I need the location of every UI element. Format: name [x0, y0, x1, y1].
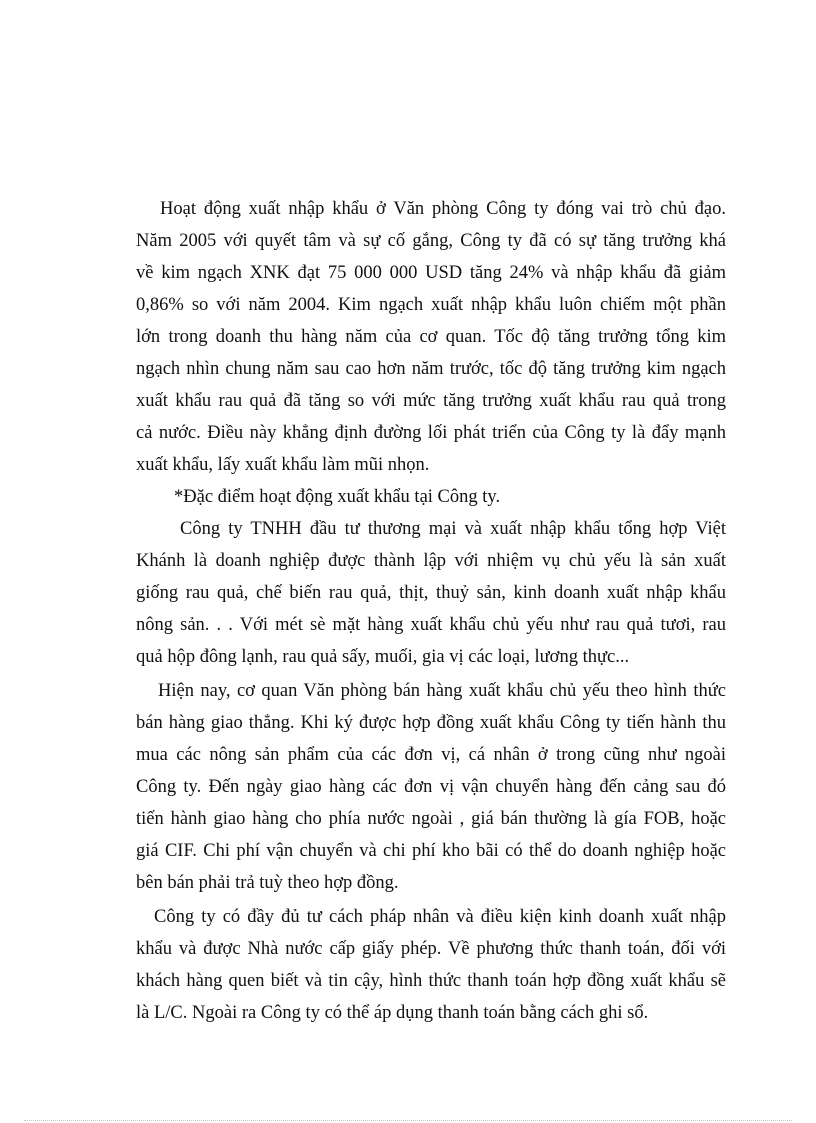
paragraph-3-line-3: mua các nông sản phẩm của các đơn vị, cá nhân ở trong cũng như ngoài [136, 745, 726, 765]
paragraph-3-line-1: Hiện nay, cơ quan Văn phòng bán hàng xuất khẩu chủ yếu theo hình thức [158, 681, 726, 701]
paragraph-2-line-3: giống rau quả, chế biến rau quả, thịt, thuỷ sản, kinh doanh xuất nhập khẩu [136, 583, 726, 603]
paragraph-2-line-1: Công ty TNHH đầu tư thương mại và xuất nhập khẩu tổng hợp Việt [180, 519, 726, 539]
page-bottom-dotted-rule [24, 1120, 792, 1121]
paragraph-4-line-2: khẩu và được Nhà nước cấp giấy phép. Về phương thức thanh toán, đối với [136, 939, 726, 959]
paragraph-3-line-2: bán hàng giao thẳng. Khi ký được hợp đồng xuất khẩu Công ty tiến hành thu [136, 713, 726, 733]
paragraph-3-line-5: tiến hành giao hàng cho phía nước ngoài , giá bán thường là gía FOB, hoặc [136, 809, 726, 829]
paragraph-3-line-6: giá CIF. Chi phí vận chuyển và chi phí kho bãi có thể do doanh nghiệp hoặc [136, 841, 726, 861]
paragraph-4-line-4: là L/C. Ngoài ra Công ty có thể áp dụng thanh toán bằng cách ghi sổ. [136, 1003, 649, 1023]
paragraph-1-line-1: Hoạt động xuất nhập khẩu ở Văn phòng Công ty đóng vai trò chủ đạo. [160, 199, 726, 219]
paragraph-4-line-1: Công ty có đầy đủ tư cách pháp nhân và điều kiện kinh doanh xuất nhập [154, 907, 726, 927]
paragraph-1-line-5: lớn trong doanh thu hàng năm của cơ quan. Tốc độ tăng trưởng tổng kim [136, 327, 726, 347]
paragraph-2-line-4: nông sản. . . Với mét sè mặt hàng xuất khẩu chủ yếu như rau quả tươi, rau [136, 615, 726, 635]
paragraph-4-line-3: khách hàng quen biết và tin cậy, hình thức thanh toán hợp đồng xuất khẩu sẽ [136, 971, 726, 991]
paragraph-1-line-8: cả nước. Điều này khẳng định đường lối phát triển của Công ty là đẩy mạnh [136, 423, 726, 443]
paragraph-1-line-7: xuất khẩu rau quả đã tăng so với mức tăng trưởng xuất khẩu rau quả trong [136, 391, 726, 411]
paragraph-3-line-4: Công ty. Đến ngày giao hàng các đơn vị vận chuyển hàng đến cảng sau đó [136, 777, 726, 797]
paragraph-2-line-2: Khánh là doanh nghiệp được thành lập với nhiệm vụ chủ yếu là sản xuất [136, 551, 726, 571]
paragraph-1-line-2: Năm 2005 với quyết tâm và sự cố gắng, Công ty đã có sự tăng trưởng khá [136, 231, 726, 251]
paragraph-1-line-6: ngạch nhìn chung năm sau cao hơn năm trước, tốc độ tăng trưởng kim ngạch [136, 359, 726, 379]
paragraph-1-line-3: về kim ngạch XNK đạt 75 000 000 USD tăng 24% và nhập khẩu đã giảm [136, 263, 726, 283]
paragraph-1-line-4: 0,86% so với năm 2004. Kim ngạch xuất nhập khẩu luôn chiếm một phần [136, 295, 726, 315]
paragraph-1-line-9: xuất khẩu, lấy xuất khẩu làm mũi nhọn. [136, 455, 430, 475]
section-heading: *Đặc điểm hoạt động xuất khẩu tại Công ty. [174, 487, 501, 507]
paragraph-2-line-5: quả hộp đông lạnh, rau quả sấy, muối, gia vị các loại, lương thực... [136, 647, 630, 667]
paragraph-3-line-7: bên bán phải trả tuỳ theo hợp đồng. [136, 873, 399, 893]
